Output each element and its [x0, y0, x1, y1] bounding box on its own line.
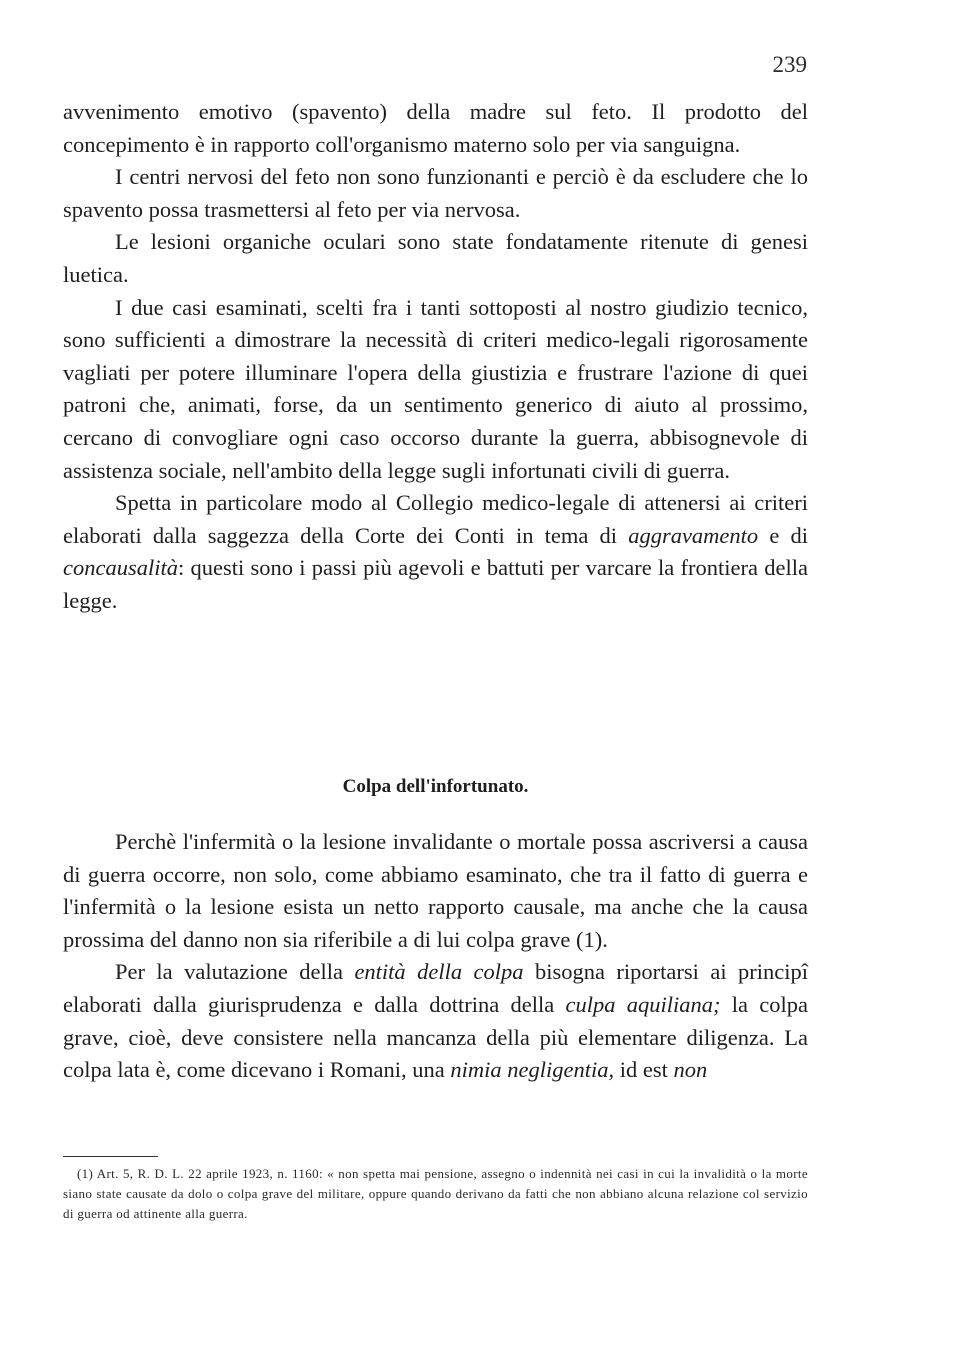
- footnote: [63, 1164, 808, 1223]
- paragraph-5: [63, 487, 808, 617]
- paragraph-5-italic-aggravamento: aggravamento: [628, 522, 759, 548]
- footnote-text: (1) Art. 5, R. D. L. 22 aprile 1923, n. 1160: « non spetta mai pensione, assegno o indennità nei casi in cui la invalidità o la morte siano state causate da dolo o colpa grave del militare, oppure quando derivano da fatti che non abbiano alcuna relazione col servizio di guerra od attinente alla guerra.: [63, 1166, 808, 1221]
- body-text-lower: [63, 826, 808, 1087]
- paragraph-5-italic-concausalita: concausalità: [63, 555, 178, 581]
- footnote-divider: [63, 1156, 158, 1157]
- paragraph-5-part-2: e di: [758, 522, 808, 548]
- paragraph-4: I due casi esaminati, scelti fra i tanti sottoposti al nostro giudizio tecnico, sono sufficienti a dimostrare la necessità di criteri medico-legali rigorosamente vagliati per potere illuminare l'opera della giustizia e frustrare l'azione di quei patroni che, animati, forse, da un sentimento generico di aiuto al prossimo, cercano di convogliare ogni caso occorso durante la guerra, abbisognevole di assistenza sociale, nell'ambito della legge sugli infortunati civili di guerra.: [63, 294, 808, 483]
- paragraph-5-part-3: : questi sono i passi più agevoli e battuti per varcare la frontiera della legge.: [63, 555, 808, 613]
- paragraph-7-part-1: Per la valutazione della: [115, 959, 355, 985]
- paragraph-1: avvenimento emotivo (spavento) della madre sul feto. Il prodotto del concepimento è in rapporto coll'organismo materno solo per via sanguigna.: [63, 99, 808, 157]
- paragraph-6: Perchè l'infermità o la lesione invalidante o mortale possa ascriversi a causa di guerra occorre, non solo, come abbiamo esaminato, che tra il fatto di guerra e l'infermità o la lesione esista un netto rapporto causale, ma anche che la causa prossima del danno non sia riferibile a di lui colpa grave (1).: [63, 829, 808, 952]
- paragraph-7-italic-entita: entità della colpa: [354, 959, 524, 985]
- paragraph-7-italic-culpa: culpa aquiliana;: [565, 991, 721, 1017]
- paragraph-7-part-4: id est: [614, 1057, 674, 1083]
- page-number: 239: [772, 52, 807, 77]
- paragraph-7: [63, 956, 808, 1086]
- body-text-upper: [63, 96, 808, 618]
- paragraph-5-part-1: Spetta in particolare modo al Collegio medico-legale di attenersi ai criteri elaborati dalla saggezza della Corte dei Conti in tema di: [63, 490, 808, 548]
- section-heading: Colpa dell'infortunato.: [342, 776, 529, 797]
- paragraph-3: Le lesioni organiche oculari sono state fondatamente ritenute di genesi luetica.: [63, 229, 808, 287]
- paragraph-7-italic-nimia: nimia negligentia,: [450, 1057, 615, 1083]
- paragraph-7-part-2: bisogna riportarsi ai principî elaborati dalla giurisprudenza e dalla dottrina della: [63, 959, 809, 1017]
- paragraph-7-italic-non: non: [673, 1057, 708, 1083]
- paragraph-2: I centri nervosi del feto non sono funzionanti e perciò è da escludere che lo spavento possa trasmettersi al feto per via nervosa.: [63, 164, 808, 222]
- paragraph-7-part-3: la colpa grave, cioè, deve consistere nella mancanza della più elementare diligenza. La colpa lata è, come dicevano i Romani, una: [63, 991, 809, 1083]
